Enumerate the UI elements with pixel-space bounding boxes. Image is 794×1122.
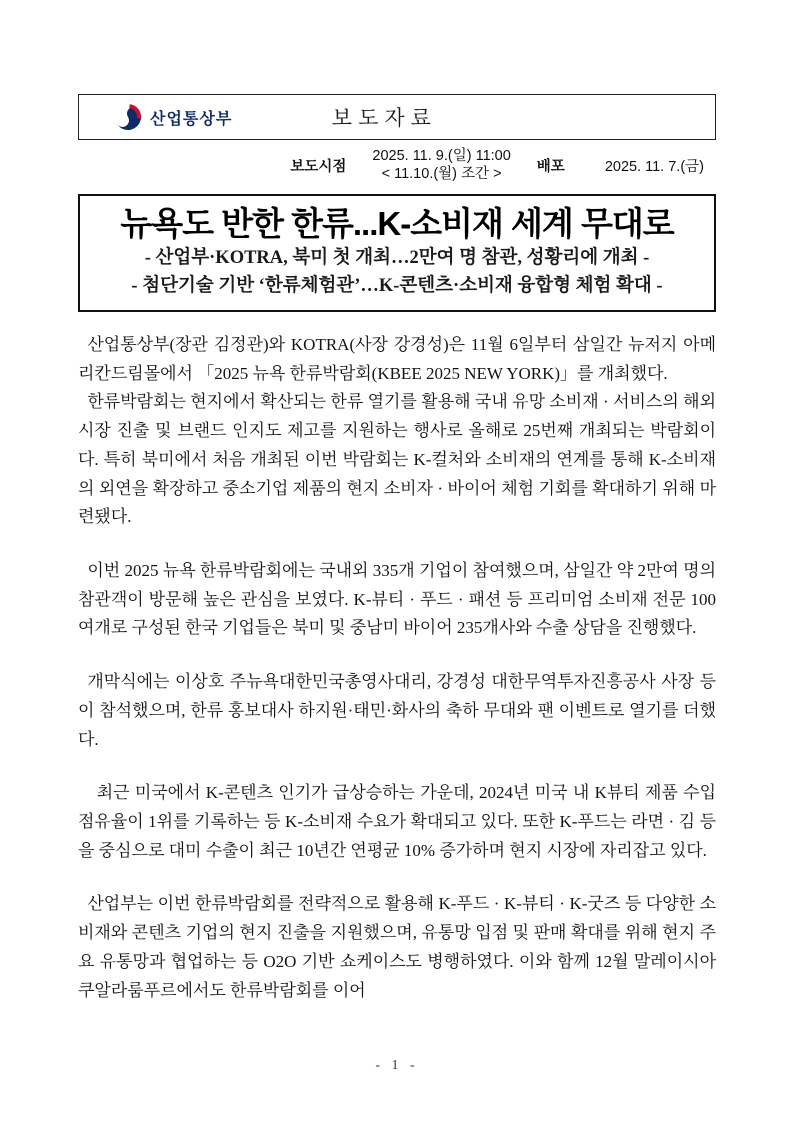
release-time-line1: 2025. 11. 9.(일) 11:00 xyxy=(372,147,511,164)
headline-box xyxy=(78,194,716,312)
ministry-name: 산업통상부 xyxy=(150,110,233,128)
paragraph-3: 이번 2025 뉴욕 한류박람회에는 국내외 335개 기업이 참여했으며, 삼일간 약 2만여 명의 참관객이 방문해 높은 관심을 보였다. K-뷰티 · 푸드 · 패션 등 프리미엄 소비재 전문 100여개로 구성된 한국 기업들은 북미 및 중남미 바이어 235개사와 수출 상담을 진행했다. xyxy=(78,561,716,638)
paragraph-5: 최근 미국에서 K-콘텐츠 인기가 급상승하는 가운데, 2024년 미국 내 K뷰티 제품 수입 점유율이 1위를 기록하는 등 K-소비재 수요가 확대되고 있다. 또한 K-푸드는 라면 · 김 등을 중심으로 대미 수출이 최근 10년간 연평균 10% 증가하며 현지 시장에 자리잡고 있다. xyxy=(78,783,716,860)
page-number: - 1 - xyxy=(375,1058,419,1073)
release-time-line2: < 11.10.(월) 조간 > xyxy=(381,166,502,182)
headline-subtitle-1: - 산업부·KOTRA, 북미 첫 개최…2만여 명 참관, 성황리에 개최 - xyxy=(144,247,650,268)
article-body xyxy=(78,331,716,1005)
distribution-value: 2025. 11. 7.(금) xyxy=(604,158,704,175)
paragraph-4: 개막식에는 이상호 주뉴욕대한민국총영사대리, 강경성 대한무역투자진흥공사 사장 등이 참석했으며, 한류 홍보대사 하지원·태민·화사의 축하 무대와 팬 이벤트로 열기를 더했다. xyxy=(78,672,716,749)
header-box xyxy=(78,94,716,140)
distribution-label: 배포 xyxy=(536,158,565,175)
release-time-value xyxy=(372,147,510,183)
paragraph-1: 산업통상부(장관 김정관)와 KOTRA(사장 강경성)은 11월 6일부터 삼일간 뉴저지 아메리칸드림몰에서 「2025 뉴욕 한류박람회(KBEE 2025 NEW YORK)」를 개최했다. xyxy=(78,334,716,383)
paragraph-2: 한류박람회는 현지에서 확산되는 한류 열기를 활용해 국내 유망 소비재 · 서비스의 해외시장 진출 및 브랜드 인지도 제고를 지원하는 행사로 올해로 25번째 개최되는 박람회이다. 특히 북미에서 처음 개최된 이번 박람회는 K-컬처와 소비재의 연계를 통해 K-소비재의 외연을 확장하고 중소기업 제품의 현지 소비자 · 바이어 체험 기회를 확대하기 위해 마련됐다. xyxy=(78,392,716,527)
document-type-title: 보도자료 xyxy=(331,106,437,130)
release-time-label: 보도시점 xyxy=(290,158,347,175)
headline-subtitle-2: - 첨단기술 기반 ‘한류체험관’…K-콘텐츠·소비재 융합형 체험 확대 - xyxy=(131,276,663,297)
page-content xyxy=(78,94,716,1005)
paragraph-6: 산업부는 이번 한류박람회를 전략적으로 활용해 K-푸드 · K-뷰티 · K-굿즈 등 다양한 소비재와 콘텐츠 기업의 현지 진출을 지원했으며, 유통망 입점 및 판매 확대를 위해 현지 주요 유통망과 협업하는 등 O2O 기반 쇼케이스도 병행하였다. 이와 함께 12월 말레이시아 쿠알라룸푸르에서도 한류박람회를 이어 xyxy=(78,894,716,1000)
release-info-row xyxy=(78,140,716,190)
headline-title: 뉴욕도 반한 한류...K-소비재 세계 무대로 xyxy=(120,205,674,242)
government-brand xyxy=(79,104,232,130)
korea-government-emblem-icon xyxy=(115,104,141,130)
